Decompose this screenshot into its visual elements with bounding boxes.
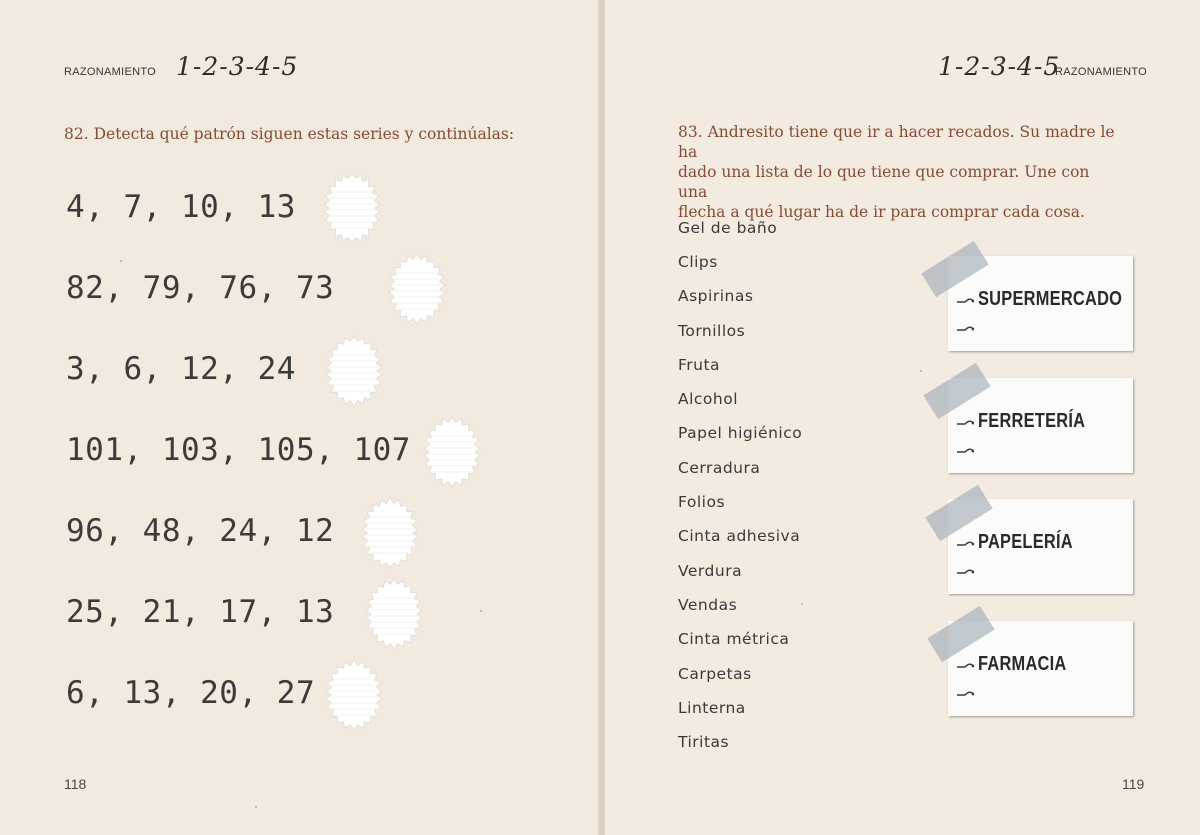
title-script: 1-2-3-4-5 <box>938 52 1061 81</box>
hook-icon <box>956 539 974 549</box>
exercise-prompt: Detecta qué patrón siguen estas series y continúalas: <box>93 125 515 143</box>
series-row: 82, 79, 76, 73 <box>66 270 335 306</box>
exercise-number: 82. <box>64 125 89 143</box>
hook-icon <box>956 661 974 671</box>
exercise-82-title <box>64 124 514 144</box>
shopping-item[interactable]: Aspirinas <box>678 287 754 305</box>
series-row: 25, 21, 17, 13 <box>66 594 335 630</box>
place-label: FERRETERÍA <box>978 410 1086 432</box>
page-number: 119 <box>1122 776 1145 792</box>
shopping-item[interactable]: Folios <box>678 493 726 511</box>
series-row: 3, 6, 12, 24 <box>66 351 296 387</box>
series-row: 4, 7, 10, 13 <box>66 189 296 225</box>
shopping-item[interactable]: Gel de baño <box>678 219 778 237</box>
place-label: PAPELERÍA <box>978 531 1073 553</box>
shopping-item[interactable]: Tornillos <box>678 322 746 340</box>
hook-icon <box>956 324 974 334</box>
answer-burst[interactable] <box>318 335 390 407</box>
shopping-item[interactable]: Cinta métrica <box>678 630 790 648</box>
title-script: 1-2-3-4-5 <box>176 52 299 81</box>
answer-burst[interactable] <box>416 416 488 488</box>
answer-burst[interactable] <box>358 578 430 650</box>
shopping-item[interactable]: Tiritas <box>678 733 730 751</box>
exercise-prompt-line: flecha a qué lugar ha de ir para comprar cada cosa. <box>678 203 1085 221</box>
hook-icon <box>956 446 974 456</box>
shopping-item[interactable]: Fruta <box>678 356 721 374</box>
answer-burst[interactable] <box>354 497 426 569</box>
hook-icon <box>956 567 974 577</box>
answer-burst[interactable] <box>318 659 390 731</box>
exercise-number: 83. <box>678 123 703 141</box>
section-label: RAZONAMIENTO <box>1055 66 1148 78</box>
hook-icon <box>956 296 974 306</box>
shopping-item[interactable]: Alcohol <box>678 390 739 408</box>
place-label: SUPERMERCADO <box>978 288 1123 310</box>
shopping-item[interactable]: Verdura <box>678 562 743 580</box>
shopping-item[interactable]: Papel higiénico <box>678 424 803 442</box>
series-row: 96, 48, 24, 12 <box>66 513 335 549</box>
shopping-item[interactable]: Linterna <box>678 699 746 717</box>
answer-burst[interactable] <box>381 253 453 325</box>
hook-icon <box>956 689 974 699</box>
exercise-83-title <box>678 122 1118 222</box>
answer-burst[interactable] <box>316 172 388 244</box>
page-number: 118 <box>64 776 87 792</box>
shopping-item[interactable]: Clips <box>678 253 718 271</box>
exercise-prompt-line: Andresito tiene que ir a hacer recados. Su madre le ha <box>678 123 1115 161</box>
exercise-prompt-line: dado una lista de lo que tiene que comprar. Une con una <box>678 163 1090 201</box>
series-row: 101, 103, 105, 107 <box>66 432 411 468</box>
place-label: FARMACIA <box>978 653 1067 675</box>
shopping-item[interactable]: Carpetas <box>678 665 752 683</box>
shopping-item[interactable]: Vendas <box>678 596 738 614</box>
shopping-item[interactable]: Cerradura <box>678 459 761 477</box>
section-label: RAZONAMIENTO <box>64 66 157 78</box>
shopping-item[interactable]: Cinta adhesiva <box>678 527 801 545</box>
series-row: 6, 13, 20, 27 <box>66 675 316 711</box>
hook-icon <box>956 418 974 428</box>
